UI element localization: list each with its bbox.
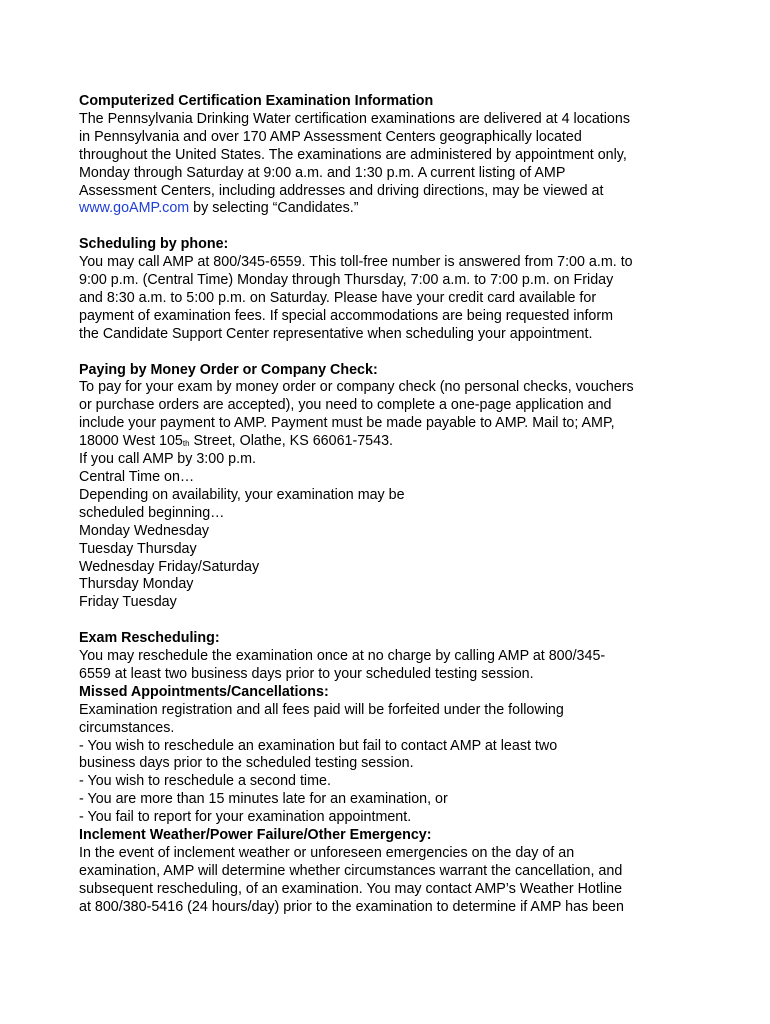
- paragraph-line: in Pennsylvania and over 170 AMP Assessment Centers geographically located: [79, 128, 582, 145]
- heading-missed-appointments: Missed Appointments/Cancellations:: [79, 683, 329, 700]
- paragraph-line: examination, AMP will determine whether circumstances warrant the cancellation, and: [79, 862, 623, 879]
- list-item: - You fail to report for your examination appointment.: [79, 809, 412, 826]
- paragraph-line: circumstances.: [79, 719, 175, 736]
- paragraph-line: and 8:30 a.m. to 5:00 p.m. on Saturday. Please have your credit card available for: [79, 289, 597, 306]
- paragraph-line: Monday through Saturday at 9:00 a.m. and 1:30 p.m. A current listing of AMP: [79, 164, 566, 181]
- schedule-line: Thursday Monday: [79, 576, 194, 593]
- link-trailing-text: by selecting “Candidates.”: [189, 200, 359, 217]
- schedule-line: Tuesday Thursday: [79, 540, 197, 557]
- section-missed-appointments: [79, 684, 679, 827]
- schedule-line: Depending on availability, your examination may be: [79, 486, 405, 503]
- list-item: - You wish to reschedule a second time.: [79, 773, 331, 790]
- schedule-line: scheduled beginning…: [79, 504, 225, 521]
- paragraph-line: Assessment Centers, including addresses and driving directions, may be viewed at: [79, 182, 604, 199]
- heading-scheduling-phone: Scheduling by phone:: [79, 236, 229, 253]
- heading-inclement-weather: Inclement Weather/Power Failure/Other Emergency:: [79, 827, 432, 844]
- paragraph-line: You may call AMP at 800/345-6559. This toll-free number is answered from 7:00 a.m. to: [79, 254, 633, 271]
- section-inclement-weather: [79, 827, 679, 917]
- mailing-address: [79, 433, 679, 451]
- schedule-line: Central Time on…: [79, 469, 195, 485]
- address-part: Street, Olathe, KS 66061-7543.: [189, 433, 394, 450]
- heading-paying: Paying by Money Order or Company Check:: [79, 361, 378, 378]
- spacer: [79, 612, 679, 630]
- goamp-link[interactable]: www.goAMP.com: [79, 200, 190, 217]
- section-rescheduling: [79, 630, 679, 684]
- paragraph-line: 6559 at least two business days prior to your scheduled testing session.: [79, 665, 534, 682]
- paragraph-line: [79, 200, 679, 218]
- address-part: 18000 West 105: [79, 433, 183, 450]
- heading-exam-info: Computerized Certification Examination Information: [79, 93, 434, 109]
- section-scheduling-phone: [79, 236, 679, 343]
- paragraph-line: throughout the United States. The examinations are administered by appointment only,: [79, 146, 627, 163]
- paragraph-line: include your payment to AMP. Payment must be made payable to AMP. Mail to; AMP,: [79, 415, 615, 432]
- list-item: business days prior to the scheduled testing session.: [79, 755, 414, 772]
- paragraph-line: the Candidate Support Center representative when scheduling your appointment.: [79, 325, 593, 342]
- section-paying: [79, 362, 679, 613]
- list-item: - You wish to reschedule an examination but fail to contact AMP at least two: [79, 737, 558, 754]
- paragraph-line: subsequent rescheduling, of an examination. You may contact AMP’s Weather Hotline: [79, 880, 623, 897]
- paragraph-line: You may reschedule the examination once at no charge by calling AMP at 800/345-: [79, 648, 606, 665]
- ordinal-suffix: th: [182, 439, 190, 449]
- schedule-line: Wednesday Friday/Saturday: [79, 558, 260, 575]
- paragraph-line: To pay for your exam by money order or company check (no personal checks, vouchers: [79, 379, 634, 396]
- document-page: [79, 93, 679, 917]
- schedule-line: If you call AMP by 3:00 p.m.: [79, 451, 256, 468]
- paragraph-line: payment of examination fees. If special accommodations are being requested inform: [79, 307, 614, 324]
- list-item: - You are more than 15 minutes late for an examination, or: [79, 791, 448, 808]
- heading-rescheduling: Exam Rescheduling:: [79, 630, 220, 647]
- spacer: [79, 218, 679, 236]
- paragraph-line: at 800/380-5416 (24 hours/day) prior to the examination to determine if AMP has been: [79, 898, 624, 915]
- paragraph-line: The Pennsylvania Drinking Water certification examinations are delivered at 4 locations: [79, 110, 630, 127]
- paragraph-line: In the event of inclement weather or unforeseen emergencies on the day of an: [79, 845, 575, 862]
- spacer: [79, 344, 679, 362]
- section-exam-info: [79, 93, 679, 218]
- paragraph-line: or purchase orders are accepted), you need to complete a one-page application and: [79, 397, 612, 414]
- paragraph-line: 9:00 p.m. (Central Time) Monday through Thursday, 7:00 a.m. to 7:00 p.m. on Friday: [79, 272, 614, 289]
- paragraph-line: Examination registration and all fees paid will be forfeited under the following: [79, 701, 564, 718]
- schedule-line: Friday Tuesday: [79, 594, 177, 611]
- schedule-line: Monday Wednesday: [79, 522, 210, 539]
